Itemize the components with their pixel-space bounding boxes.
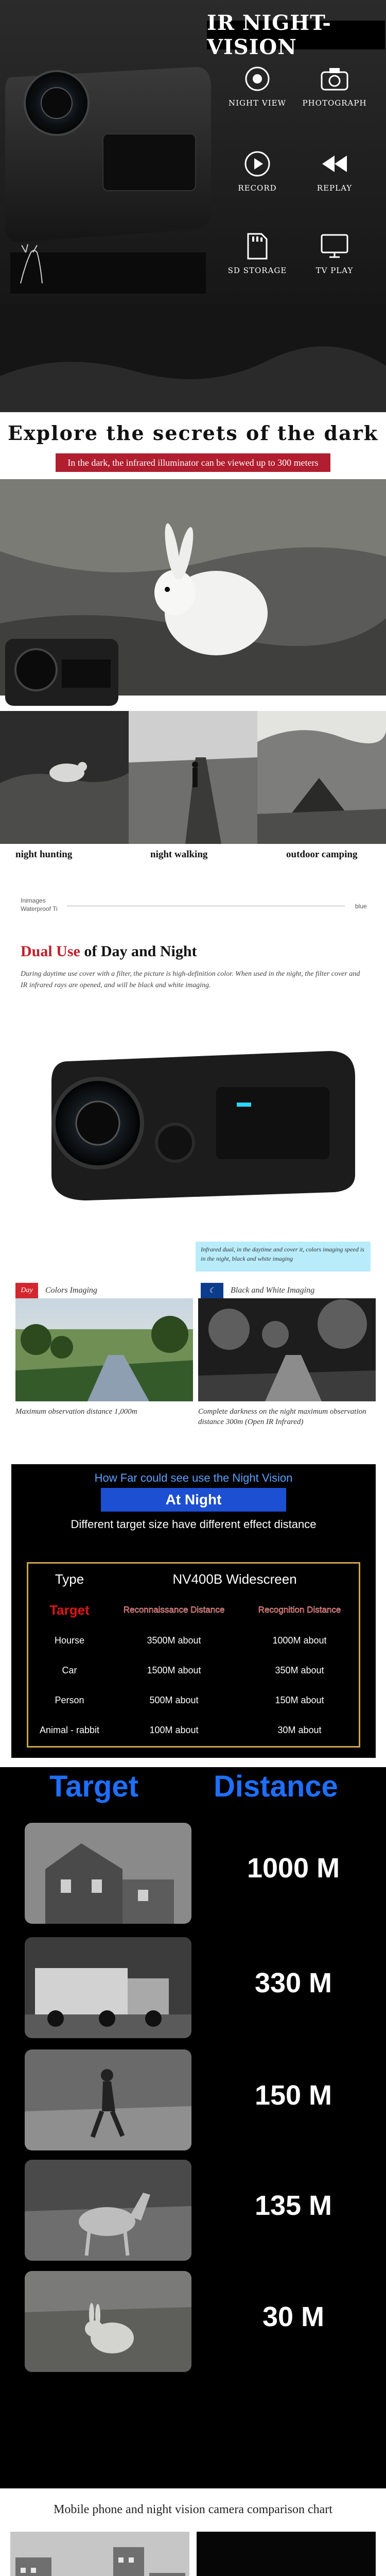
dual-use-section	[0, 866, 386, 1453]
feature-sd-storage	[219, 232, 296, 275]
night-walking-photo	[129, 711, 257, 844]
target-rabbit-image	[25, 2271, 191, 2372]
night-distance-caption: Complete darkness on the night maximum observation distance 300m (Open IR Infrared)	[198, 1408, 366, 1426]
table-row-target: Person	[55, 1694, 84, 1705]
night-tag: ☾ Black and White Imaging	[201, 1283, 322, 1298]
distance-heading: Distance	[214, 1770, 338, 1803]
caption-night-hunting: night hunting	[15, 849, 73, 860]
table-row-target: Hourse	[54, 1635, 85, 1646]
feature-label: SD STORAGE	[227, 266, 287, 275]
nv400b-city-photo	[10, 2532, 189, 2576]
hero-title: IR NIGHT-VISION	[207, 11, 331, 59]
target-house-image	[25, 1823, 191, 1924]
feature-replay	[296, 149, 373, 193]
table-row-recon: 100M about	[149, 1724, 199, 1735]
tv-icon	[320, 232, 349, 261]
target-heading: Target	[49, 1770, 138, 1803]
table-target-header: Target	[49, 1602, 90, 1618]
table-type-header: Type	[55, 1571, 84, 1587]
sd-card-icon	[243, 232, 272, 261]
feature-photograph	[296, 64, 373, 108]
brand-label: Inimages Waterproof Ti	[21, 897, 58, 912]
feature-label: TV PLAY	[315, 266, 354, 275]
infrared-note: Infrared dual, in the daytime and cover it, colors imaging speed is in the night, black and white imaging	[196, 1242, 371, 1272]
distance-value: 150 M	[254, 2080, 332, 2111]
night-view-icon	[243, 64, 272, 93]
hero-night-grass	[0, 304, 386, 412]
dual-use-title: Dual Use of Day and Night	[21, 943, 197, 960]
target-deer-image	[25, 2160, 191, 2261]
caption-night-walking: night walking	[150, 849, 208, 860]
binocular-inset-image	[0, 629, 124, 721]
table-row-recon: 3500M about	[147, 1635, 201, 1646]
distance-value: 30 M	[262, 2301, 325, 2332]
table-row-recog: 150M about	[275, 1694, 324, 1705]
camera-icon	[320, 64, 349, 93]
table-row-recog: 350M about	[275, 1665, 324, 1675]
feature-tv-play	[296, 232, 373, 275]
distance-visual-section	[0, 1767, 386, 2488]
explore-title: Explore the secrets of the dark	[7, 421, 379, 445]
feature-label: RECORD	[238, 183, 277, 193]
distance-value: 1000 M	[247, 1853, 340, 1884]
comparison-title: Mobile phone and night vision camera comparison chart	[54, 2503, 332, 2516]
table-subheadline: Different target size have different effect distance	[71, 1518, 317, 1531]
table-row-recog: 1000M about	[272, 1635, 327, 1646]
dual-use-description: During daytime use cover with a filter, the picture is high-definition color. When used in the night, the filter cover and IR infrared rays are opened, and will be black and white imaging.	[21, 970, 360, 989]
table-row-target: Animal - rabbit	[39, 1724, 100, 1735]
caption-outdoor-camping: outdoor camping	[286, 849, 358, 860]
distance-value: 135 M	[254, 2190, 332, 2221]
day-distance-caption: Maximum observation distance 1,000m	[15, 1408, 137, 1416]
feature-night-view	[219, 64, 296, 108]
record-icon	[243, 149, 272, 178]
moon-icon: ☾	[201, 1283, 223, 1298]
night-bw-photo	[198, 1298, 376, 1401]
top-right-label: blue	[355, 903, 367, 910]
table-row-recon: 1500M about	[147, 1665, 201, 1675]
feature-label: NIGHT VIEW	[228, 98, 286, 108]
distance-table	[27, 1562, 360, 1748]
binocular-product-image	[0, 57, 216, 299]
feature-label: PHOTOGRAPH	[302, 98, 367, 108]
night-hunting-photo	[0, 711, 129, 844]
table-row-recog: 30M about	[277, 1724, 322, 1735]
target-person-image	[25, 2049, 191, 2150]
table-recon-header: Reconnaissance Distance	[123, 1605, 225, 1615]
outdoor-camping-photo	[257, 711, 386, 844]
comparison-section	[0, 2488, 386, 2576]
table-recog-header: Recognition Distance	[258, 1605, 341, 1615]
hero-section	[0, 0, 386, 412]
mobile-phone-city-photo	[197, 2532, 376, 2576]
distance-value: 330 M	[254, 1968, 332, 1998]
table-row-recon: 500M about	[149, 1694, 199, 1705]
day-tag: Day Colors Imaging	[15, 1283, 104, 1298]
table-headline-at-night: At Night	[101, 1488, 286, 1512]
replay-icon	[320, 149, 349, 178]
distance-table-section	[0, 1453, 386, 1767]
table-model-header: NV400B Widescreen	[172, 1571, 297, 1587]
table-headline: How Far could see use the Night Vision	[94, 1471, 293, 1484]
table-row-target: Car	[62, 1665, 77, 1675]
explore-subtitle: In the dark, the infrared illuminator can be viewed up to 300 meters	[56, 453, 330, 472]
day-color-photo	[15, 1298, 193, 1401]
distance-table-panel	[11, 1464, 376, 1758]
feature-record	[219, 149, 296, 193]
hero-title-bar	[207, 11, 385, 59]
binocular-device-image	[21, 1020, 365, 1231]
target-truck-image	[25, 1937, 191, 2038]
explore-section	[0, 412, 386, 866]
feature-label: REPLAY	[317, 183, 353, 193]
